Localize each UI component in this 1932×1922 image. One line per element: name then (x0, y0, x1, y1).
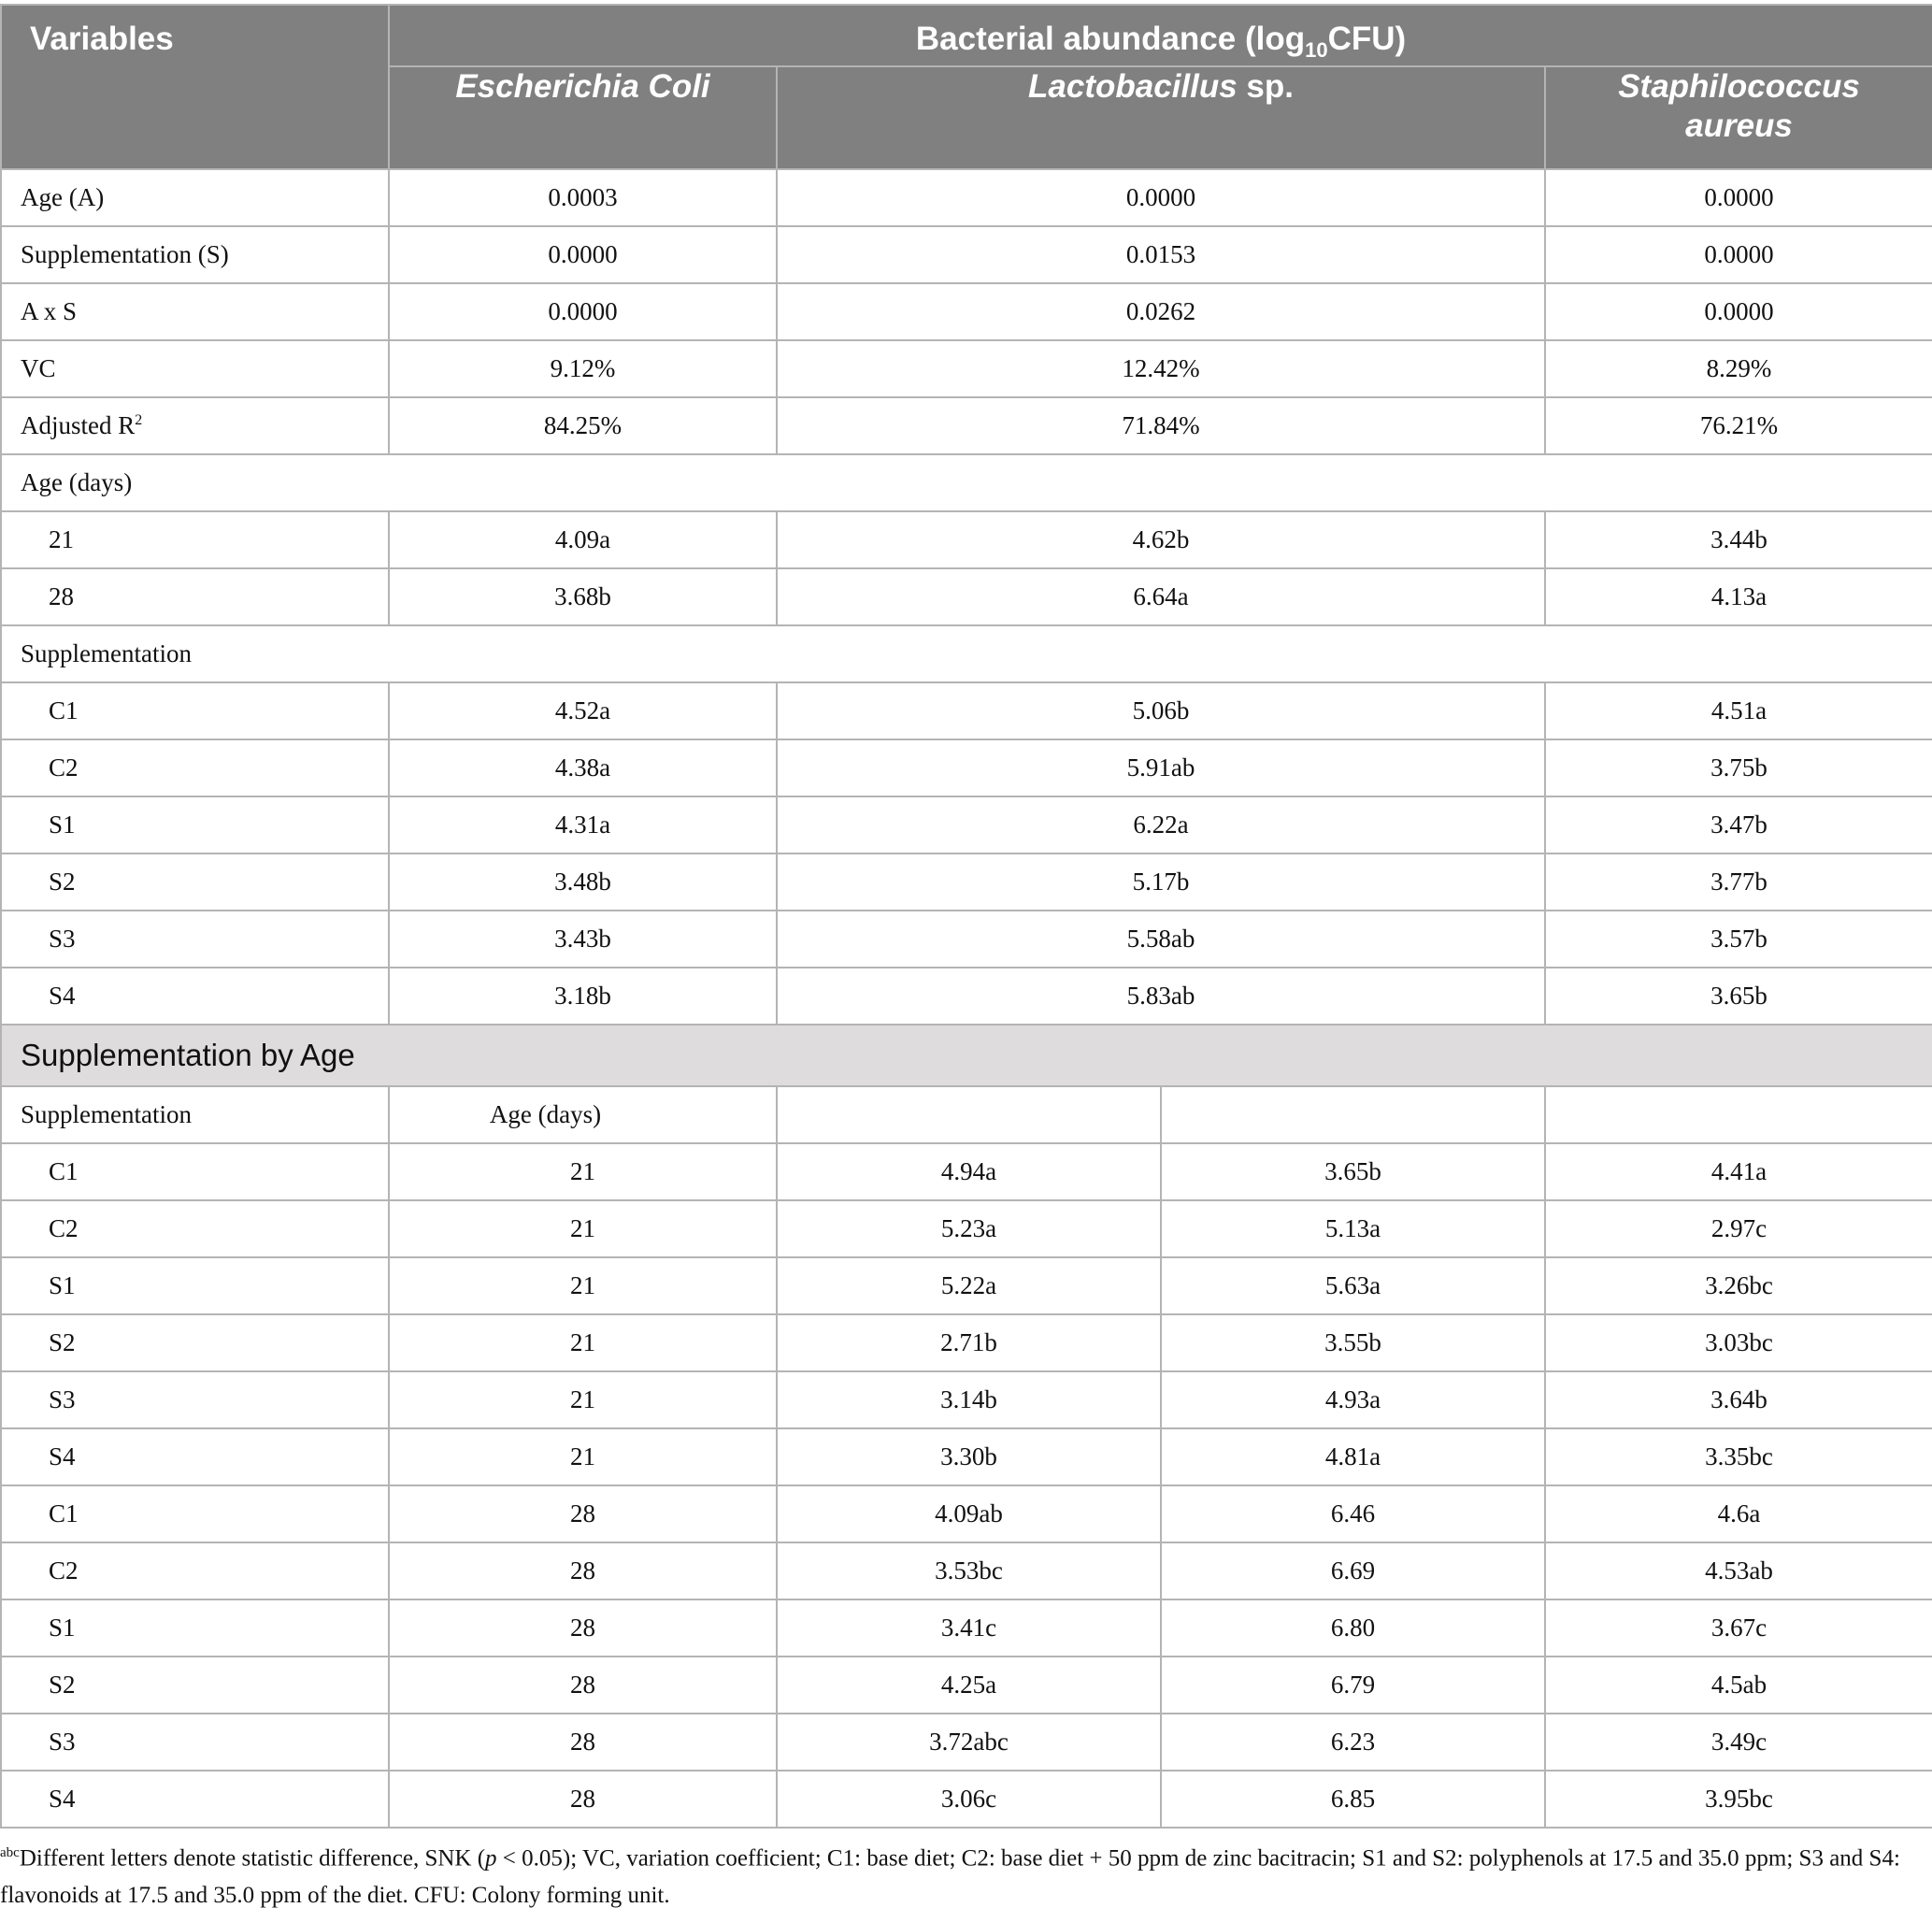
by-age-supp: C1 (1, 1485, 389, 1542)
results-table-container (0, 4, 1932, 1829)
by-age-value-1: 5.23a (777, 1200, 1161, 1257)
stat-value-ecoli: 9.12% (389, 340, 777, 397)
by-age-value-3: 4.53ab (1545, 1542, 1932, 1599)
by-age-row (1, 1143, 1932, 1200)
by-age-age: 28 (389, 1485, 777, 1542)
supp-label: S3 (1, 911, 389, 968)
stat-value-staph: 76.21% (1545, 397, 1932, 454)
supp-group-heading: Supplementation (1, 625, 1932, 682)
by-age-age: 28 (389, 1771, 777, 1828)
by-age-supp-header: Supplementation (1, 1086, 389, 1143)
bacterial-abundance-table (0, 4, 1932, 1829)
age-value-ecoli: 4.09a (389, 511, 777, 568)
by-age-value-1: 3.06c (777, 1771, 1161, 1828)
supp-group-heading-row (1, 625, 1932, 682)
supp-row (1, 853, 1932, 911)
by-age-value-2: 3.55b (1161, 1314, 1545, 1371)
supp-value-lacto: 5.91ab (777, 739, 1545, 796)
stat-label: Age (A) (1, 169, 389, 226)
by-age-supp: C2 (1, 1542, 389, 1599)
adjusted-r-label: Adjusted R (21, 411, 136, 439)
supp-label: S1 (1, 796, 389, 853)
header-row-top (1, 5, 1932, 66)
supp-label: S2 (1, 853, 389, 911)
by-age-value-1: 4.94a (777, 1143, 1161, 1200)
supp-value-lacto: 5.17b (777, 853, 1545, 911)
by-age-value-2: 6.69 (1161, 1542, 1545, 1599)
age-value-staph: 4.13a (1545, 568, 1932, 625)
by-age-value-2: 6.79 (1161, 1657, 1545, 1714)
by-age-age: 28 (389, 1714, 777, 1771)
by-age-age: 21 (389, 1257, 777, 1314)
by-age-value-2: 6.85 (1161, 1771, 1545, 1828)
supp-value-ecoli: 3.18b (389, 968, 777, 1025)
supp-value-ecoli: 4.31a (389, 796, 777, 853)
by-age-column-header-row (1, 1086, 1932, 1143)
supp-value-lacto: 5.58ab (777, 911, 1545, 968)
age-value-lacto: 4.62b (777, 511, 1545, 568)
by-age-row (1, 1200, 1932, 1257)
stat-value-lacto: 0.0153 (777, 226, 1545, 283)
stat-row (1, 283, 1932, 340)
by-age-row (1, 1314, 1932, 1371)
by-age-row (1, 1371, 1932, 1428)
by-age-supp: S2 (1, 1657, 389, 1714)
by-age-row (1, 1771, 1932, 1828)
stat-value-ecoli: 0.0000 (389, 226, 777, 283)
by-age-value-3: 3.64b (1545, 1371, 1932, 1428)
by-age-age: 28 (389, 1599, 777, 1657)
group-subscript: 10 (1305, 38, 1328, 62)
by-age-row (1, 1542, 1932, 1599)
r-squared-superscript: 2 (135, 412, 143, 428)
footnote-text-a: Different letters denote statistic difference, SNK ( (19, 1845, 486, 1872)
lactobacillus-header (777, 66, 1545, 169)
age-group-heading-row (1, 454, 1932, 511)
by-age-value-1: 3.72abc (777, 1714, 1161, 1771)
by-age-supp: S2 (1, 1314, 389, 1371)
age-row (1, 568, 1932, 625)
by-age-supp: S4 (1, 1428, 389, 1485)
supp-value-staph: 4.51a (1545, 682, 1932, 739)
supp-row (1, 968, 1932, 1025)
supp-value-staph: 3.77b (1545, 853, 1932, 911)
by-age-supp: S3 (1, 1371, 389, 1428)
stat-row (1, 226, 1932, 283)
supp-value-lacto: 5.06b (777, 682, 1545, 739)
supp-value-lacto: 5.83ab (777, 968, 1545, 1025)
by-age-value-3: 4.6a (1545, 1485, 1932, 1542)
stat-value-lacto: 71.84% (777, 397, 1545, 454)
age-value-ecoli: 3.68b (389, 568, 777, 625)
supp-label: C2 (1, 739, 389, 796)
supp-label: C1 (1, 682, 389, 739)
stat-row (1, 340, 1932, 397)
by-age-value-2: 4.93a (1161, 1371, 1545, 1428)
by-age-section-row (1, 1025, 1932, 1086)
by-age-value-1: 3.30b (777, 1428, 1161, 1485)
by-age-value-1: 3.14b (777, 1371, 1161, 1428)
by-age-value-3: 3.67c (1545, 1599, 1932, 1657)
by-age-age: 28 (389, 1657, 777, 1714)
stat-value-lacto: 0.0262 (777, 283, 1545, 340)
by-age-value-3: 3.49c (1545, 1714, 1932, 1771)
footnote-text-b: < 0.05); VC, variation coefficient; C1: base diet; C2: base diet + 50 ppm de zinc bacitracin; S1 and S2: polyphenols at 17.5 and 35.0 ppm; S3 and S4: flavonoids at 17.5 and 35.0 ppm of the diet. CFU: Colony forming unit. (0, 1845, 1900, 1909)
supp-label: S4 (1, 968, 389, 1025)
by-age-value-2: 6.80 (1161, 1599, 1545, 1657)
escherichia-header: Escherichia Coli (389, 66, 777, 169)
by-age-supp: S1 (1, 1599, 389, 1657)
by-age-value-1: 4.25a (777, 1657, 1161, 1714)
by-age-age: 21 (389, 1143, 777, 1200)
by-age-age: 21 (389, 1314, 777, 1371)
table-footnote (0, 1834, 1925, 1915)
group-label-end: CFU) (1327, 21, 1407, 57)
by-age-value-3: 3.03bc (1545, 1314, 1932, 1371)
age-group-heading: Age (days) (1, 454, 1932, 511)
by-age-row (1, 1657, 1932, 1714)
by-age-value-1: 3.41c (777, 1599, 1161, 1657)
by-age-row (1, 1485, 1932, 1542)
stat-value-lacto: 0.0000 (777, 169, 1545, 226)
supp-value-ecoli: 3.43b (389, 911, 777, 968)
by-age-value-2: 3.65b (1161, 1143, 1545, 1200)
stat-value-staph: 0.0000 (1545, 226, 1932, 283)
supp-value-lacto: 6.22a (777, 796, 1545, 853)
footnote-p: p (485, 1845, 497, 1872)
supp-value-ecoli: 3.48b (389, 853, 777, 911)
by-age-supp: C2 (1, 1200, 389, 1257)
empty-cell (1545, 1086, 1932, 1143)
group-label: Bacterial abundance (log (915, 21, 1306, 57)
stat-value-ecoli: 0.0003 (389, 169, 777, 226)
supp-row (1, 796, 1932, 853)
supp-value-staph: 3.75b (1545, 739, 1932, 796)
by-age-value-2: 5.63a (1161, 1257, 1545, 1314)
supp-row (1, 739, 1932, 796)
by-age-value-1: 4.09ab (777, 1485, 1161, 1542)
supp-value-staph: 3.47b (1545, 796, 1932, 853)
by-age-value-1: 2.71b (777, 1314, 1161, 1371)
by-age-value-2: 6.23 (1161, 1714, 1545, 1771)
empty-cell (777, 1086, 1161, 1143)
by-age-age: 21 (389, 1200, 777, 1257)
by-age-row (1, 1257, 1932, 1314)
by-age-value-2: 4.81a (1161, 1428, 1545, 1485)
lactobacillus-sp: sp. (1237, 68, 1294, 105)
by-age-value-3: 4.41a (1545, 1143, 1932, 1200)
by-age-value-3: 3.95bc (1545, 1771, 1932, 1828)
footnote-superscript: abc (0, 1845, 20, 1860)
age-row (1, 511, 1932, 568)
by-age-row (1, 1428, 1932, 1485)
supp-row (1, 911, 1932, 968)
by-age-age: 28 (389, 1542, 777, 1599)
bacterial-abundance-header (389, 5, 1932, 66)
lactobacillus-name: Lactobacillus (1028, 68, 1238, 105)
supp-value-staph: 3.65b (1545, 968, 1932, 1025)
by-age-supp: S1 (1, 1257, 389, 1314)
variables-header: Variables (1, 5, 389, 169)
by-age-value-2: 5.13a (1161, 1200, 1545, 1257)
stat-value-lacto: 12.42% (777, 340, 1545, 397)
by-age-row (1, 1599, 1932, 1657)
by-age-supp: C1 (1, 1143, 389, 1200)
stat-row (1, 169, 1932, 226)
by-age-value-3: 3.35bc (1545, 1428, 1932, 1485)
stat-label: VC (1, 340, 389, 397)
by-age-age: 21 (389, 1371, 777, 1428)
by-age-value-3: 3.26bc (1545, 1257, 1932, 1314)
by-age-supp: S4 (1, 1771, 389, 1828)
by-age-section-title: Supplementation by Age (1, 1025, 1932, 1086)
by-age-age: 21 (389, 1428, 777, 1485)
stat-value-staph: 0.0000 (1545, 169, 1932, 226)
stat-value-staph: 0.0000 (1545, 283, 1932, 340)
age-label: 28 (1, 568, 389, 625)
stat-label: Supplementation (S) (1, 226, 389, 283)
by-age-row (1, 1714, 1932, 1771)
by-age-supp: S3 (1, 1714, 389, 1771)
by-age-value-3: 4.5ab (1545, 1657, 1932, 1714)
by-age-value-3: 2.97c (1545, 1200, 1932, 1257)
supp-value-staph: 3.57b (1545, 911, 1932, 968)
stat-label: A x S (1, 283, 389, 340)
age-value-lacto: 6.64a (777, 568, 1545, 625)
stat-label (1, 397, 389, 454)
supp-row (1, 682, 1932, 739)
by-age-value-1: 3.53bc (777, 1542, 1161, 1599)
stat-value-staph: 8.29% (1545, 340, 1932, 397)
supp-value-ecoli: 4.52a (389, 682, 777, 739)
by-age-value-2: 6.46 (1161, 1485, 1545, 1542)
age-label: 21 (1, 511, 389, 568)
by-age-value-1: 5.22a (777, 1257, 1161, 1314)
by-age-age-header: Age (days) (389, 1086, 777, 1143)
age-value-staph: 3.44b (1545, 511, 1932, 568)
supp-value-ecoli: 4.38a (389, 739, 777, 796)
empty-cell (1161, 1086, 1545, 1143)
stat-value-ecoli: 0.0000 (389, 283, 777, 340)
stat-row (1, 397, 1932, 454)
stat-value-ecoli: 84.25% (389, 397, 777, 454)
staphylococcus-header: Staphilococcus aureus (1545, 66, 1932, 169)
